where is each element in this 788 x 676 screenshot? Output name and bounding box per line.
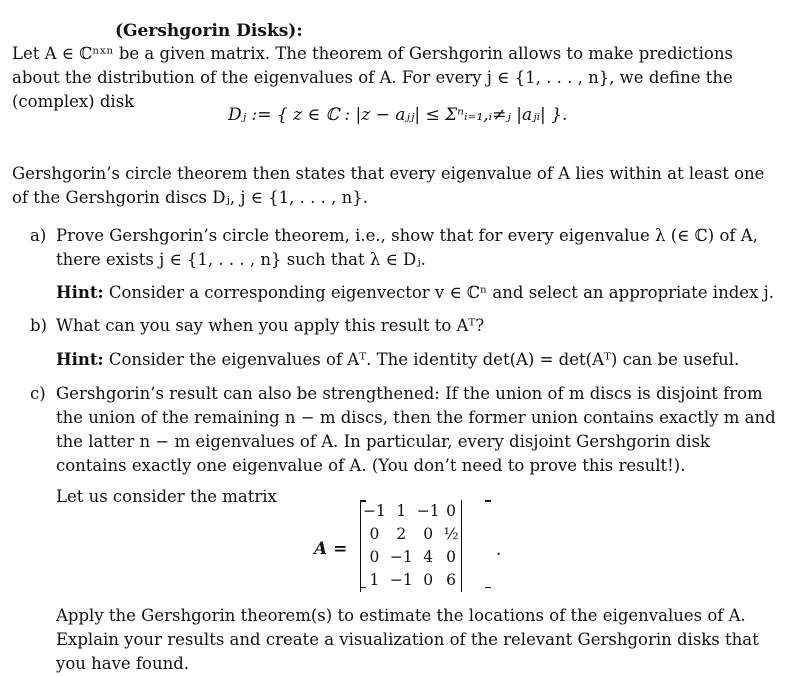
intro-paragraph: Let A ∈ ℂⁿˣⁿ be a given matrix. The theorem of Gershgorin allows to make predictions about the distribution of the eigenvalues of A. For every j ∈ {1, . . . , n}, we define the (complex) disk — [12, 44, 733, 111]
hint-a-label: Hint: — [56, 283, 104, 302]
matrix-period: . — [496, 540, 502, 559]
bracket-right-top — [485, 500, 491, 502]
hint-b — [56, 348, 739, 371]
hint-b-text: Consider the eigenvalues of Aᵀ. The identity det(A) = det(Aᵀ) can be useful. — [108, 350, 740, 369]
hint-a — [56, 281, 774, 304]
part-b-text: What can you say when you apply this result to Aᵀ? — [56, 316, 485, 335]
bracket-left-top — [360, 500, 366, 502]
exercise-title: (Gershgorin Disks): — [115, 21, 303, 41]
part-c — [30, 382, 776, 478]
closing-paragraph: Apply the Gershgorin theorem(s) to estimate the locations of the eigenvalues of A. Explain your results and create a visualization of the relevant Gershgorin disks that you have found. — [56, 606, 759, 673]
matrix-cell: 6 — [446, 571, 457, 589]
matrix-row — [361, 546, 462, 569]
matrix-cell: 0 — [369, 548, 380, 566]
matrix-cell: 0 — [446, 548, 457, 566]
matrix-A — [360, 500, 462, 592]
matrix-cell: 4 — [423, 548, 434, 566]
matrix-intro: Let us consider the matrix — [56, 487, 277, 506]
matrix-row — [361, 500, 462, 523]
matrix-cell: −1 — [416, 502, 440, 520]
part-c-text: Gershgorin’s result can also be strengthened: If the union of m discs is disjoint from the union of the remaining n − m discs, then the former union contains exactly m and the latter n − m eigenvalues of A. In particular, every disjoint Gershgorin disk contains exactly one eigenvalue of A. (You don’t need to prove this result!). — [56, 384, 776, 475]
matrix-cell: 0 — [423, 525, 434, 543]
matrix-cell: −1 — [389, 571, 413, 589]
matrix-cell: 2 — [396, 525, 407, 543]
matrix-cell: −1 — [363, 502, 386, 520]
part-a-text: Prove Gershgorin’s circle theorem, i.e., show that for every eigenvalue λ (∈ ℂ) of A, there exists j ∈ {1, . . . , n} such that λ ∈ Dⱼ. — [56, 226, 758, 269]
matrix-cell: −1 — [389, 548, 413, 566]
part-c-label: c) — [30, 384, 46, 403]
matrix-row — [361, 569, 462, 592]
matrix-cell: 0 — [369, 525, 380, 543]
hint-a-text: Consider a corresponding eigenvector v ∈ ℂⁿ and select an appropriate index j. — [108, 283, 774, 302]
part-a — [30, 224, 776, 272]
theorem-statement: Gershgorin’s circle theorem then states that every eigenvalue of A lies within at least one of the Gershgorin discs Dⱼ, j ∈ {1, . . . , n}. — [12, 164, 765, 207]
part-a-label: a) — [30, 226, 47, 245]
matrix-cell: 1 — [396, 502, 407, 520]
matrix-cell: ½ — [443, 525, 459, 543]
disk-definition-formula: Dⱼ := { z ∈ ℂ : |z − aⱼⱼ| ≤ Σⁿᵢ₌₁,ᵢ≠ⱼ |aⱼᵢ| }. — [228, 105, 568, 125]
bracket-right-bottom — [485, 587, 491, 589]
hint-b-label: Hint: — [56, 350, 104, 369]
part-b-label: b) — [30, 316, 47, 335]
matrix-cell: 0 — [446, 502, 457, 520]
matrix-cell: 0 — [423, 571, 434, 589]
part-b — [30, 314, 776, 338]
bracket-left-bottom — [360, 587, 366, 589]
matrix-row — [361, 523, 462, 546]
matrix-lhs: A = — [314, 539, 348, 559]
matrix-cell: 1 — [369, 571, 380, 589]
